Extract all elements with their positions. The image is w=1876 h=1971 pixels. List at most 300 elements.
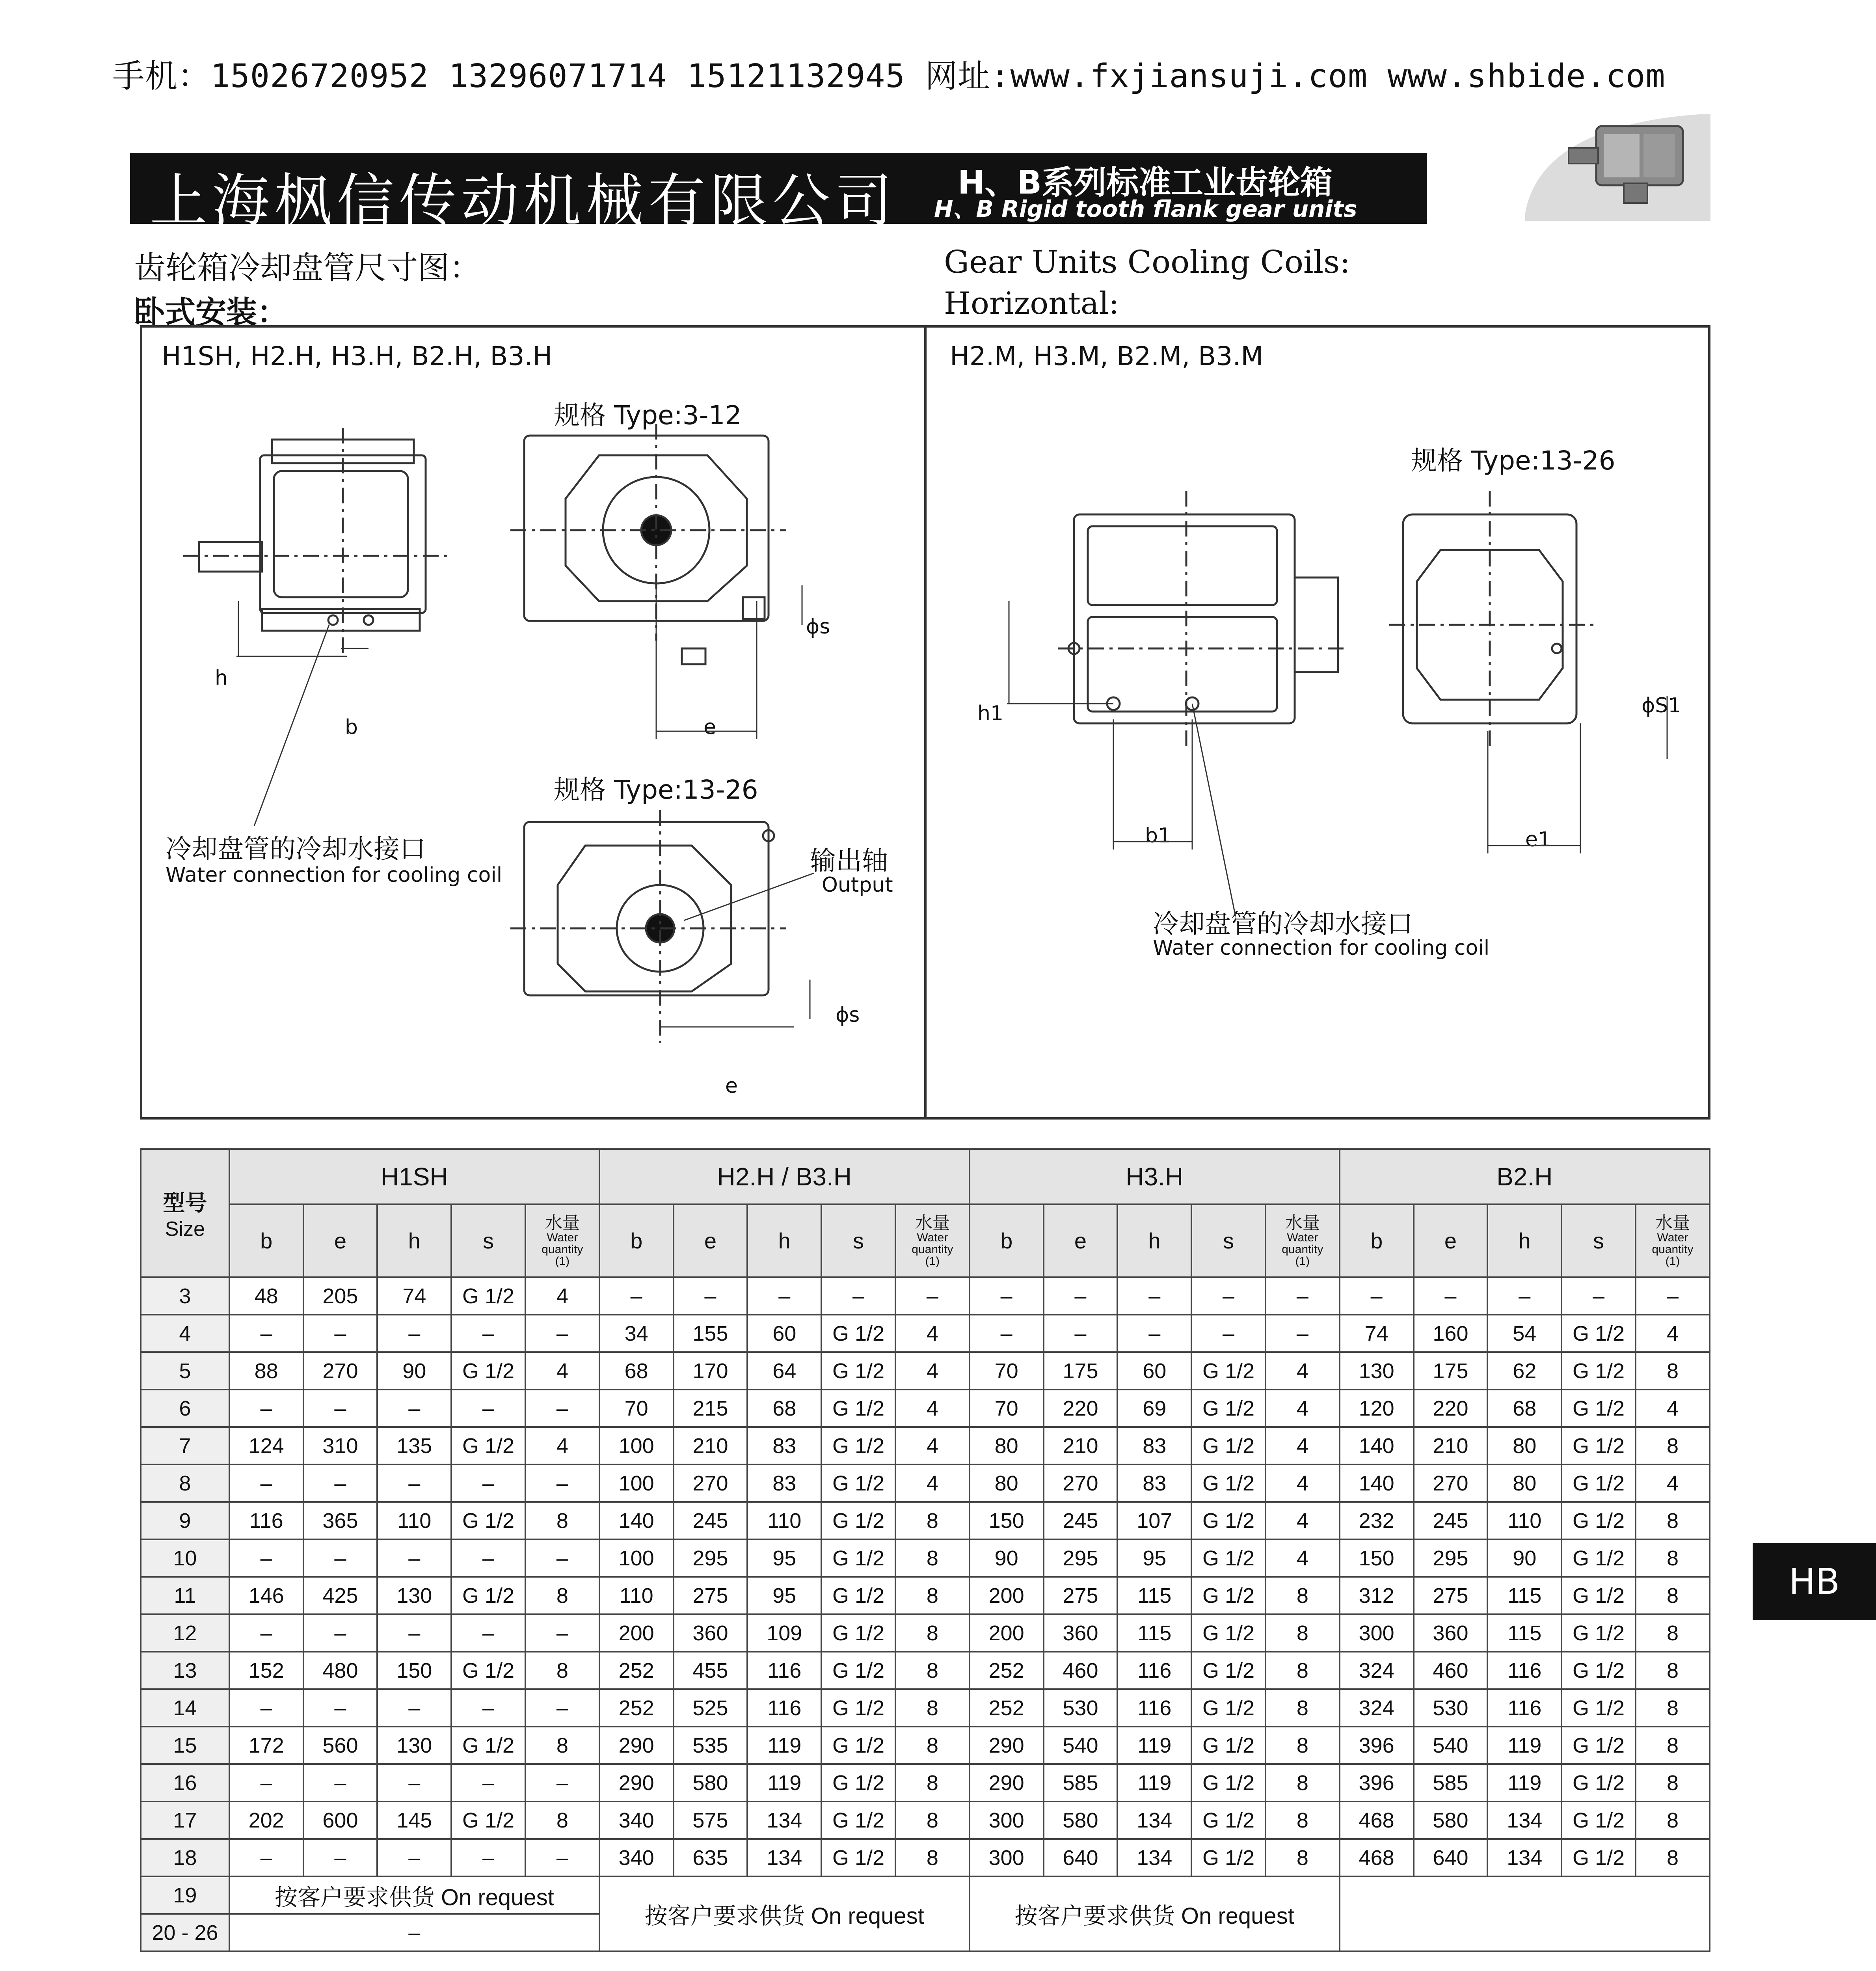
table-cell: 640	[1044, 1839, 1118, 1876]
table-cell: 340	[599, 1839, 674, 1876]
table-cell: 8	[1266, 1689, 1340, 1727]
table-cell: 365	[303, 1502, 378, 1539]
table-cell: 150	[377, 1652, 451, 1689]
table-cell: 200	[599, 1614, 674, 1652]
table-cell: 74	[377, 1277, 451, 1315]
table-cell: 8	[1266, 1727, 1340, 1764]
table-cell: 70	[599, 1390, 674, 1427]
table-cell: –	[229, 1614, 303, 1652]
table-cell: 150	[970, 1502, 1044, 1539]
table-cell: –	[1044, 1277, 1118, 1315]
table-cell: G 1/2	[1561, 1315, 1636, 1352]
size-cell: 9	[141, 1502, 229, 1539]
table-cell: 107	[1117, 1502, 1191, 1539]
table-cell: 115	[1487, 1577, 1561, 1614]
table-cell: 600	[303, 1801, 378, 1839]
table-row	[141, 1390, 1710, 1427]
table-cell: 270	[1414, 1464, 1488, 1502]
table-cell: 135	[377, 1427, 451, 1464]
group-header: H3.H	[970, 1149, 1340, 1204]
table-cell: 119	[1487, 1764, 1561, 1801]
table-cell: 4	[1636, 1464, 1710, 1502]
table-cell: 560	[303, 1727, 378, 1764]
table-cell: 425	[303, 1577, 378, 1614]
size-cell: 11	[141, 1577, 229, 1614]
h-series-table	[140, 1148, 1710, 1952]
table-cell: 134	[1117, 1801, 1191, 1839]
table-cell: –	[451, 1614, 525, 1652]
table-cell: –	[525, 1764, 599, 1801]
table-cell: 175	[1044, 1352, 1118, 1390]
column-header-s: s	[821, 1204, 895, 1277]
table-cell: 300	[970, 1801, 1044, 1839]
side-view-m-drawing	[1007, 491, 1346, 917]
table-cell: 585	[1044, 1764, 1118, 1801]
column-header-water-quantity: 水量 Water quantity (1)	[525, 1204, 599, 1277]
size-cell: 19	[141, 1876, 229, 1914]
table-cell: G 1/2	[1191, 1427, 1266, 1464]
table-cell: 95	[1117, 1539, 1191, 1577]
table-cell: 70	[970, 1352, 1044, 1390]
table-row	[141, 1464, 1710, 1502]
table-cell: –	[229, 1464, 303, 1502]
table-cell: 210	[674, 1427, 748, 1464]
table-cell: –	[970, 1277, 1044, 1315]
table-cell: 585	[1414, 1764, 1488, 1801]
technical-drawings	[140, 325, 1710, 1120]
table-cell: 4	[1636, 1315, 1710, 1352]
table-cell: –	[377, 1764, 451, 1801]
table-cell: –	[303, 1539, 378, 1577]
table-cell: –	[599, 1277, 674, 1315]
table-cell: –	[525, 1315, 599, 1352]
table-cell: G 1/2	[821, 1614, 895, 1652]
table-cell: 8	[1636, 1839, 1710, 1876]
table-cell: 455	[674, 1652, 748, 1689]
table-cell: 396	[1340, 1764, 1414, 1801]
table-cell: 69	[1117, 1390, 1191, 1427]
table-cell: 115	[1117, 1577, 1191, 1614]
size-cell: 20 - 26	[141, 1914, 229, 1951]
table-cell: G 1/2	[821, 1464, 895, 1502]
table-cell: 580	[1044, 1801, 1118, 1839]
dim-e-label-top: e	[704, 715, 716, 739]
table-cell: G 1/2	[1191, 1539, 1266, 1577]
table-cell: 83	[1117, 1464, 1191, 1502]
table-cell: G 1/2	[1191, 1764, 1266, 1801]
table-row	[141, 1727, 1710, 1764]
table-cell: 530	[1044, 1689, 1118, 1727]
subtitle-en: Horizontal:	[944, 286, 1119, 321]
table-cell: –	[377, 1464, 451, 1502]
table-cell: 34	[599, 1315, 674, 1352]
table-cell: 270	[674, 1464, 748, 1502]
table-cell: G 1/2	[1561, 1502, 1636, 1539]
table-cell: –	[1117, 1315, 1191, 1352]
table-row	[141, 1839, 1710, 1876]
size-header: 型号 Size	[141, 1149, 229, 1277]
table-cell: 8	[895, 1652, 970, 1689]
table-cell: 134	[1487, 1839, 1561, 1876]
table-cell: G 1/2	[821, 1727, 895, 1764]
table-cell: 275	[1044, 1577, 1118, 1614]
table-cell: G 1/2	[451, 1277, 525, 1315]
column-header-h: h	[1117, 1204, 1191, 1277]
table-cell: –	[525, 1390, 599, 1427]
table-row	[141, 1689, 1710, 1727]
table-cell: G 1/2	[1561, 1390, 1636, 1427]
table-cell: 83	[747, 1464, 821, 1502]
water-connection-cn-left: 冷却盘管的冷却水接口	[166, 834, 426, 864]
table-cell: –	[1636, 1277, 1710, 1315]
table-cell: –	[1044, 1315, 1118, 1352]
table-cell: 540	[1414, 1727, 1488, 1764]
table-cell: 60	[747, 1315, 821, 1352]
table-cell: 62	[1487, 1352, 1561, 1390]
table-cell: 150	[1340, 1539, 1414, 1577]
table-cell: 252	[970, 1652, 1044, 1689]
right-models-label: H2.M, H3.M, B2.M, B3.M	[950, 341, 1264, 371]
column-header-e: e	[1414, 1204, 1488, 1277]
size-cell: 4	[141, 1315, 229, 1352]
table-cell: 4	[1636, 1390, 1710, 1427]
table-cell: 110	[599, 1577, 674, 1614]
table-cell: 116	[1487, 1652, 1561, 1689]
table-cell: 300	[970, 1839, 1044, 1876]
table-cell: 360	[1414, 1614, 1488, 1652]
table-cell: –	[451, 1539, 525, 1577]
table-cell: 8	[895, 1801, 970, 1839]
on-request-cell: 按客户要求供货 On request	[599, 1876, 970, 1951]
table-cell: –	[1561, 1277, 1636, 1315]
table-cell: –	[1266, 1315, 1340, 1352]
table-cell: –	[970, 1315, 1044, 1352]
table-cell: –	[377, 1539, 451, 1577]
group-header: H1SH	[229, 1149, 599, 1204]
table-cell: 110	[747, 1502, 821, 1539]
size-cell: 3	[141, 1277, 229, 1315]
table-cell: 155	[674, 1315, 748, 1352]
table-cell: 140	[1340, 1464, 1414, 1502]
table-cell: 68	[599, 1352, 674, 1390]
table-cell: 640	[1414, 1839, 1488, 1876]
table-cell: –	[229, 1839, 303, 1876]
table-cell: 8	[525, 1502, 599, 1539]
water-connection-cn-right: 冷却盘管的冷却水接口	[1153, 909, 1413, 939]
table-cell: –	[1191, 1277, 1266, 1315]
column-header-water-quantity: 水量 Water quantity (1)	[1636, 1204, 1710, 1277]
table-cell: 200	[970, 1614, 1044, 1652]
type-13-26-right-label: 规格 Type:13-26	[1411, 445, 1615, 476]
table-cell: 4	[1266, 1502, 1340, 1539]
column-header-e: e	[1044, 1204, 1118, 1277]
table-cell: 295	[1414, 1539, 1488, 1577]
table-cell: –	[525, 1839, 599, 1876]
table-cell: –	[451, 1689, 525, 1727]
table-cell: 396	[1340, 1727, 1414, 1764]
table-cell: G 1/2	[1191, 1502, 1266, 1539]
type-3-12-label: 规格 Type:3-12	[554, 400, 742, 430]
table-cell: –	[451, 1315, 525, 1352]
table-cell: 252	[599, 1689, 674, 1727]
dim-h-label: h	[215, 666, 228, 690]
table-cell: 540	[1044, 1727, 1118, 1764]
table-cell: G 1/2	[821, 1539, 895, 1577]
table-cell: 140	[1340, 1427, 1414, 1464]
table-cell: –	[229, 1390, 303, 1427]
subtitle-cn: 卧式安装：	[134, 295, 288, 330]
table-cell: 8	[1266, 1614, 1340, 1652]
on-request-cell: 按客户要求供货 On request	[970, 1876, 1340, 1951]
table-cell: –	[1191, 1315, 1266, 1352]
column-header-water-quantity: 水量 Water quantity (1)	[1266, 1204, 1340, 1277]
table-row	[141, 1352, 1710, 1390]
table-row	[141, 1801, 1710, 1839]
table-cell: 83	[1117, 1427, 1191, 1464]
table-cell: 460	[1414, 1652, 1488, 1689]
table-cell: 290	[599, 1727, 674, 1764]
table-cell: 205	[303, 1277, 378, 1315]
table-cell: 116	[747, 1652, 821, 1689]
dim-e1-label: e1	[1525, 828, 1551, 851]
table-cell: 8	[895, 1727, 970, 1764]
table-cell: 200	[970, 1577, 1044, 1614]
table-cell: G 1/2	[451, 1652, 525, 1689]
table-cell: 275	[674, 1577, 748, 1614]
series-title-en: H、B Rigid tooth flank gear units	[934, 196, 1357, 222]
output-en: Output	[822, 873, 893, 897]
table-cell: 54	[1487, 1315, 1561, 1352]
table-cell: 8	[525, 1652, 599, 1689]
table-cell: 68	[1487, 1390, 1561, 1427]
table-cell: G 1/2	[821, 1502, 895, 1539]
table-cell: G 1/2	[451, 1352, 525, 1390]
column-header-s: s	[1561, 1204, 1636, 1277]
table-cell: 68	[747, 1390, 821, 1427]
column-header-h: h	[747, 1204, 821, 1277]
table-cell: –	[229, 1315, 303, 1352]
table-cell: –	[821, 1277, 895, 1315]
size-cell: 10	[141, 1539, 229, 1577]
table-cell: 468	[1340, 1801, 1414, 1839]
table-cell: G 1/2	[1561, 1577, 1636, 1614]
column-header-h: h	[1487, 1204, 1561, 1277]
table-cell: 635	[674, 1839, 748, 1876]
table-cell: 252	[599, 1652, 674, 1689]
table-cell: 270	[1044, 1464, 1118, 1502]
table-cell: 4	[525, 1277, 599, 1315]
table-cell: 295	[674, 1539, 748, 1577]
column-header-b: b	[599, 1204, 674, 1277]
table-cell: –	[1117, 1277, 1191, 1315]
table-cell: 4	[895, 1352, 970, 1390]
size-cell: 17	[141, 1801, 229, 1839]
table-cell: 530	[1414, 1689, 1488, 1727]
table-cell: 80	[1487, 1427, 1561, 1464]
table-cell: 88	[229, 1352, 303, 1390]
table-cell: 8	[525, 1801, 599, 1839]
gearbox-product-image	[1525, 110, 1710, 221]
table-cell: G 1/2	[451, 1502, 525, 1539]
table-cell: 116	[229, 1502, 303, 1539]
table-cell: 119	[747, 1764, 821, 1801]
table-cell: G 1/2	[821, 1801, 895, 1839]
table-cell: 80	[970, 1464, 1044, 1502]
table-cell: G 1/2	[821, 1689, 895, 1727]
table-cell: –	[303, 1689, 378, 1727]
table-cell: 245	[1044, 1502, 1118, 1539]
table-cell: 115	[1117, 1614, 1191, 1652]
table-row	[141, 1315, 1710, 1352]
table-cell: G 1/2	[1561, 1652, 1636, 1689]
table-cell: 8	[895, 1839, 970, 1876]
table-row	[141, 1277, 1710, 1315]
table-cell: –	[377, 1315, 451, 1352]
table-cell: 580	[1414, 1801, 1488, 1839]
table-cell: –	[303, 1614, 378, 1652]
table-cell: 220	[1044, 1390, 1118, 1427]
table-cell: 134	[747, 1839, 821, 1876]
table-cell: 4	[1266, 1464, 1340, 1502]
table-cell: 8	[1636, 1614, 1710, 1652]
table-cell: G 1/2	[821, 1315, 895, 1352]
table-cell: 116	[747, 1689, 821, 1727]
on-request-cell: 按客户要求供货 On request	[229, 1876, 599, 1914]
table-cell: 64	[747, 1352, 821, 1390]
table-cell: –	[303, 1764, 378, 1801]
table-cell: 152	[229, 1652, 303, 1689]
table-cell: 8	[1266, 1839, 1340, 1876]
table-cell: G 1/2	[1561, 1689, 1636, 1727]
type-13-26-left-label: 规格 Type:13-26	[554, 775, 758, 805]
table-cell: –	[303, 1464, 378, 1502]
table-cell: 8	[895, 1764, 970, 1801]
table-cell: 95	[747, 1577, 821, 1614]
table-cell: 275	[1414, 1577, 1488, 1614]
table-cell: 312	[1340, 1577, 1414, 1614]
table-row	[141, 1577, 1710, 1614]
table-cell: 170	[674, 1352, 748, 1390]
section-tab: HB	[1753, 1543, 1876, 1620]
size-cell: 16	[141, 1764, 229, 1801]
table-cell: –	[525, 1464, 599, 1502]
table-cell: –	[377, 1390, 451, 1427]
table-row	[141, 1427, 1710, 1464]
table-cell: –	[525, 1614, 599, 1652]
table-cell: 252	[970, 1689, 1044, 1727]
table-cell: 130	[1340, 1352, 1414, 1390]
table-cell: 202	[229, 1801, 303, 1839]
table-cell: 575	[674, 1801, 748, 1839]
dim-b-label: b	[345, 715, 358, 739]
table-cell: –	[303, 1315, 378, 1352]
dim-s-label-top: ϕs	[806, 615, 830, 639]
table-cell: 8	[1636, 1652, 1710, 1689]
table-cell: 100	[599, 1539, 674, 1577]
table-cell: 175	[1414, 1352, 1488, 1390]
table-cell: G 1/2	[1191, 1689, 1266, 1727]
table-cell: 124	[229, 1427, 303, 1464]
table-cell: –	[525, 1689, 599, 1727]
table-cell: 8	[1266, 1801, 1340, 1839]
table-cell: 110	[377, 1502, 451, 1539]
table-cell: 146	[229, 1577, 303, 1614]
water-connection-en-left: Water connection for cooling coil	[166, 863, 502, 887]
table-cell: 119	[747, 1727, 821, 1764]
table-cell: G 1/2	[821, 1652, 895, 1689]
table-cell: G 1/2	[821, 1577, 895, 1614]
contact-line: 手机：15026720952 13296071714 15121132945 网址:www.fxjiansuji.com www.shbide.com	[112, 58, 1666, 95]
table-cell: 8	[895, 1539, 970, 1577]
table-cell: G 1/2	[1561, 1352, 1636, 1390]
series-title-cn: H、B系列标准工业齿轮箱	[958, 164, 1333, 201]
size-cell: 6	[141, 1390, 229, 1427]
table-cell: 4	[1266, 1352, 1340, 1390]
table-cell: G 1/2	[1561, 1464, 1636, 1502]
table-cell: 4	[525, 1427, 599, 1464]
column-header-b: b	[229, 1204, 303, 1277]
table-cell: 134	[747, 1801, 821, 1839]
table-cell: 220	[1414, 1390, 1488, 1427]
table-cell: 8	[1636, 1539, 1710, 1577]
column-header-h: h	[377, 1204, 451, 1277]
table-cell: –	[377, 1614, 451, 1652]
table-cell: 115	[1487, 1614, 1561, 1652]
table-cell: 4	[525, 1352, 599, 1390]
table-cell: –	[895, 1277, 970, 1315]
table-cell: 110	[1487, 1502, 1561, 1539]
table-cell: 8	[1636, 1727, 1710, 1764]
table-cell: G 1/2	[1191, 1577, 1266, 1614]
dim-h1-label: h1	[977, 702, 1004, 725]
company-name: 上海枫信传动机械有限公司	[150, 168, 897, 235]
table-cell: 100	[599, 1464, 674, 1502]
table-cell: 90	[377, 1352, 451, 1390]
table-cell: 310	[303, 1427, 378, 1464]
table-cell: 95	[747, 1539, 821, 1577]
table-cell: G 1/2	[1561, 1727, 1636, 1764]
group-header: H2.H / B3.H	[599, 1149, 970, 1204]
table-cell: 119	[1487, 1727, 1561, 1764]
table-cell: 215	[674, 1390, 748, 1427]
column-header-s: s	[1191, 1204, 1266, 1277]
table-cell: –	[1340, 1277, 1414, 1315]
table-row	[141, 1614, 1710, 1652]
table-row	[141, 1876, 1710, 1914]
table-cell: 525	[674, 1689, 748, 1727]
output-cn: 输出轴	[810, 846, 888, 876]
table-cell: –	[303, 1390, 378, 1427]
table-cell: 4	[1266, 1427, 1340, 1464]
left-models-label: H1SH, H2.H, H3.H, B2.H, B3.H	[162, 341, 553, 371]
table-cell: 90	[970, 1539, 1044, 1577]
table-cell: 8	[1636, 1502, 1710, 1539]
table-cell: 210	[1044, 1427, 1118, 1464]
dim-s-label-bottom: ϕs	[836, 1003, 860, 1027]
table-cell: G 1/2	[451, 1427, 525, 1464]
table-cell: 160	[1414, 1315, 1488, 1352]
table-cell: –	[525, 1539, 599, 1577]
table-cell: G 1/2	[1191, 1390, 1266, 1427]
dim-b1-label: b1	[1145, 824, 1171, 848]
table-cell: 8	[525, 1727, 599, 1764]
table-cell: 120	[1340, 1390, 1414, 1427]
table-cell: 232	[1340, 1502, 1414, 1539]
table-row	[141, 1652, 1710, 1689]
table-cell: G 1/2	[821, 1390, 895, 1427]
front-view-type-13-26	[510, 810, 814, 1043]
table-cell: 4	[895, 1315, 970, 1352]
